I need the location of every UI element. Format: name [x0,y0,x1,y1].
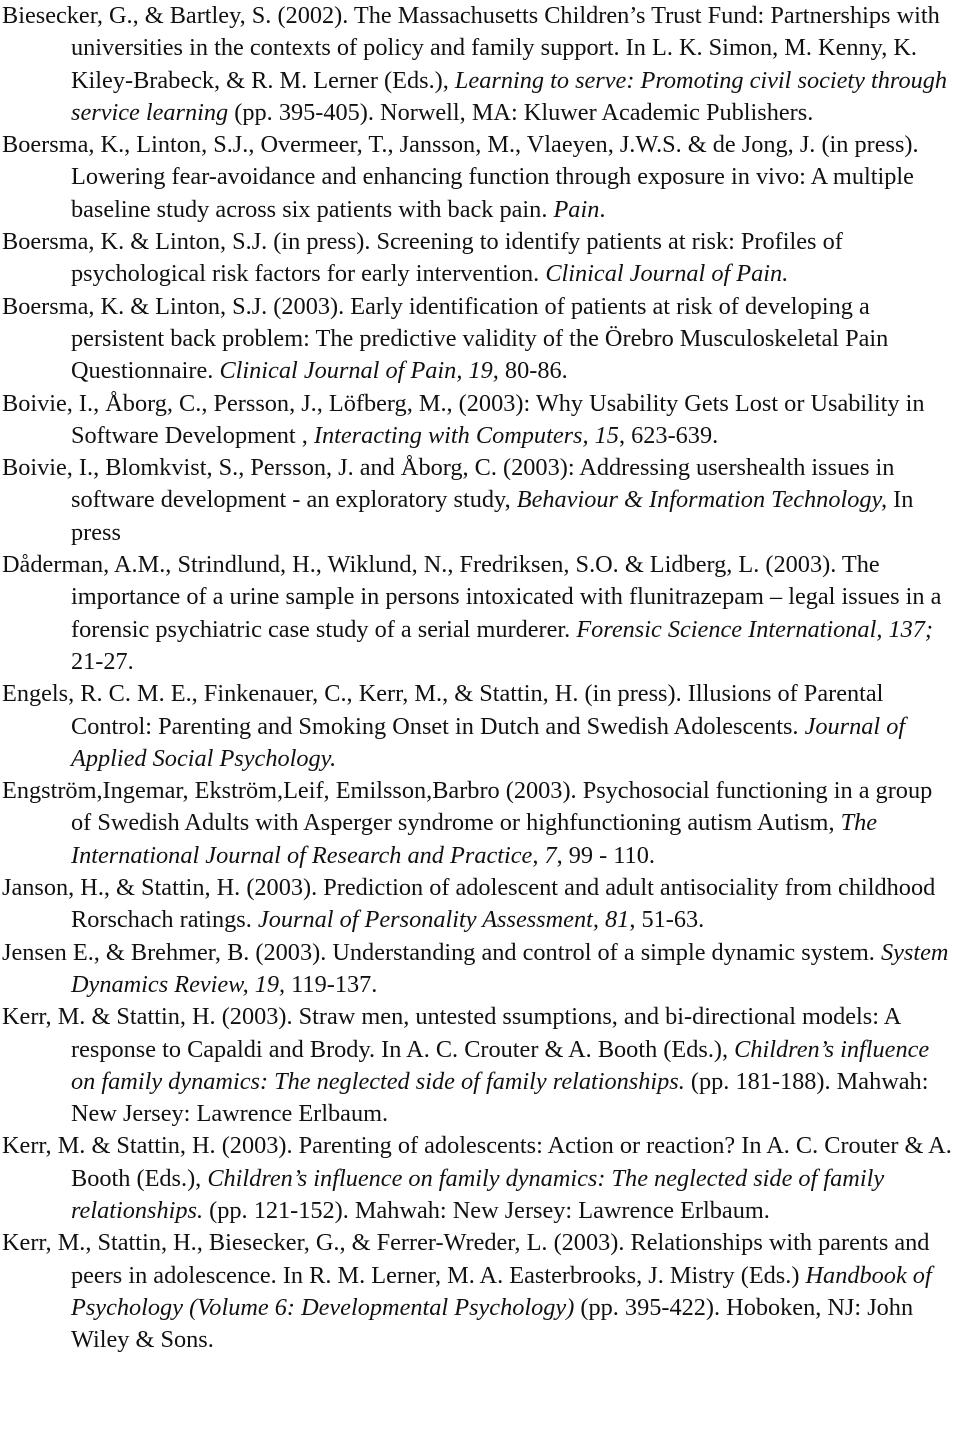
reference-entry [2,129,958,226]
reference-entry [2,1130,958,1227]
reference-source-title: Clinical Journal of Pain. [545,260,789,288]
reference-text: Engels, R. C. M. E., Finkenauer, C., Kerr, M., & Stattin, H. (in press). Illusions of Parental Control: Parenting and Smoking Onset in Dutch and Swedish Adolescents. [2,680,884,740]
reference-text: (pp. 395-405). Norwell, MA: Kluwer Academic Publishers. [228,98,814,126]
reference-source-title: Pain [553,195,600,223]
reference-text: Jensen E., & Brehmer, B. (2003). Understanding and control of a simple dynamic system. [2,938,881,966]
reference-text: Boersma, K. & Linton, S.J. (2003). Early identification of patients at risk of developing a persistent back problem: The predictive validity of the Örebro Musculoskeletal Pain Questionnaire. [2,292,889,385]
reference-source-title: Children’s influence on family dynamics: The neglected side of family relationships. [71,1035,930,1095]
reference-text: 80-86. [498,357,568,385]
reference-text: Boivie, I., Åborg, C., Persson, J., Löfberg, M., (2003): Why Usability Gets Lost or Usability in Software Development , [2,389,925,449]
reference-text: 21-27. [71,647,134,675]
reference-text: Kerr, M. & Stattin, H. (2003). Straw men, untested ssumptions, and bi-directional models: A response to Capaldi and Brody. In A. C. Crouter & A. Booth (Eds.), [2,1003,900,1063]
reference-source-title: Journal of Personality Assessment, 81 [257,906,630,934]
reference-entry [2,775,958,872]
reference-entry [2,452,958,549]
reference-entry [2,937,958,1002]
reference-entry [2,1001,958,1130]
reference-text: , 51-63. [629,906,705,934]
reference-source-title: Children’s influence on family dynamics: The neglected side of family relationships. [71,1164,885,1224]
reference-source-title: System Dynamics Review, 19, [71,938,949,998]
reference-text: 119-137. [285,970,378,998]
reference-text: (pp. 121-152). Mahwah: New Jersey: Lawrence Erlbaum. [203,1196,770,1224]
reference-source-title: Clinical Journal of Pain, 19, [219,357,499,385]
reference-entry [2,678,958,775]
reference-source-title: Journal of Applied Social Psychology. [71,712,906,772]
reference-source-title: Interacting with Computers, 15 [313,421,619,449]
reference-entry [2,0,958,129]
reference-entry [2,872,958,937]
reference-text: Janson, H., & Stattin, H. (2003). Prediction of adolescent and adult antisociality from childhood Rorschach ratings. [2,874,936,934]
reference-text: Boersma, K. & Linton, S.J. (in press). Screening to identify patients at risk: Profiles of psychological risk factors for early intervention. [2,228,843,288]
reference-text: Dåderman, A.M., Strindlund, H., Wiklund, N., Fredriksen, S.O. & Lidberg, L. (2003). The importance of a urine sample in persons intoxicated with flunitrazepam – legal issues in a forensic psychiatric case study of a serial murderer. [2,551,942,643]
reference-source-title: Handbook of Psychology (Volume 6: Developmental Psychology) [71,1261,932,1321]
reference-text: Engström,Ingemar, Ekström,Leif, Emilsson,Barbro (2003). Psychosocial functioning in a group of Swedish Adults with Asperger syndrome or highfunctioning autism Autism, [2,777,933,837]
reference-text: Kerr, M. & Stattin, H. (2003). Parenting of adolescents: Action or reaction? In A. C. Crouter & A. Booth (Eds.), [2,1132,952,1192]
reference-text: (pp. 395-422). Hoboken, NJ: John Wiley & Sons. [71,1293,914,1354]
reference-text: , 99 - 110. [556,841,655,869]
reference-entry [2,291,958,388]
reference-entry [2,1227,958,1356]
reference-list [2,0,958,1356]
reference-text: In press [71,486,914,546]
reference-source-title: Behaviour & Information Technology, [516,486,888,514]
reference-source-title: Forensic Science International, 137; [576,615,934,643]
reference-text: Biesecker, G., & Bartley, S. (2002). The Massachusetts Children’s Trust Fund: Partnerships with universities in the contexts of policy and family support. In L. K. Simon, M. Kenny, K. Kiley-Brabeck, & R. M. Lerner (Eds.), [2,2,940,94]
reference-text: . [599,195,606,223]
reference-entry [2,549,958,678]
reference-source-title: The International Journal of Research and Practice, 7 [71,809,878,869]
reference-text: (pp. 181-188). Mahwah: New Jersey: Lawrence Erlbaum. [71,1067,929,1128]
reference-text: Boersma, K., Linton, S.J., Overmeer, T., Jansson, M., Vlaeyen, J.W.S. & de Jong, J. (in press). Lowering fear-avoidance and enhancing function through exposure in vivo: A multiple baseline study across six patients with back pain. [2,131,919,223]
reference-text: Boivie, I., Blomkvist, S., Persson, J. and Åborg, C. (2003): Addressing usershealth issues in software development - an exploratory study, [2,454,895,514]
reference-text: Kerr, M., Stattin, H., Biesecker, G., & Ferrer-Wreder, L. (2003). Relationships with parents and peers in adolescence. In R. M. Lerner, M. A. Easterbrooks, J. Mistry (Eds.) [2,1229,930,1289]
reference-entry [2,226,958,291]
reference-source-title: Learning to serve: Promoting civil society through service learning [71,66,948,126]
reference-entry [2,388,958,453]
reference-text: , 623-639. [618,421,719,449]
